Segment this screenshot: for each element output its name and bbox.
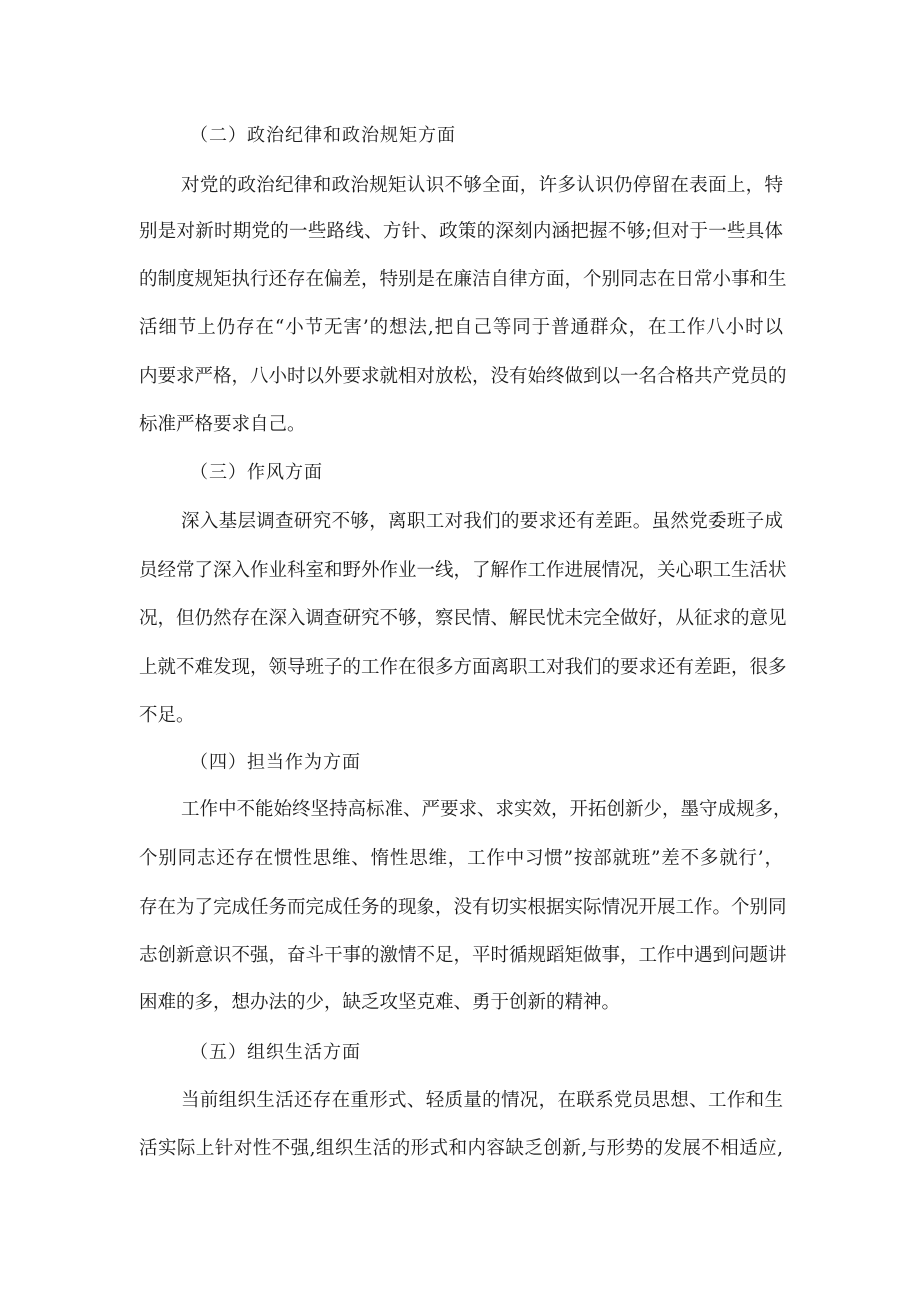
- paragraph-line: 志创新意识不强，奋斗干事的激情不足，平时循规蹈矩做事，工作中遇到问题讲: [139, 945, 787, 966]
- paragraph-line: 个别同志还存在惯性思维、惰性思维，工作中习惯”按部就班”差不多就行’，: [139, 848, 783, 869]
- section-heading: （二）政治纪律和政治规矩方面: [190, 125, 456, 146]
- paragraph-line: 况，但仍然存在深入调查研究不够，察民情、解民忧未完全做好，从征求的意见: [139, 608, 787, 629]
- paragraph-line: 活实际上针对性不强,组织生活的形式和内容缺乏创新,与形势的发展不相适应,: [139, 1138, 783, 1159]
- section-heading: （三）作风方面: [190, 462, 323, 483]
- section-heading: （四）担当作为方面: [190, 752, 361, 773]
- paragraph-line: 活细节上仍存在“小节无害’的想法,把自己等同于普通群众，在工作八小时以: [139, 317, 783, 338]
- paragraph-line: 的制度规矩执行还存在偏差，特别是在廉洁自律方面，个别同志在日常小事和生: [139, 269, 787, 290]
- paragraph-line: 员经常了深入作业科室和野外作业一线，了解作工作进展情况，关心职工生活状: [139, 560, 787, 581]
- paragraph-line: 深入基层调查研究不够，离职工对我们的要求还有差距。虽然党委班子成: [181, 511, 783, 532]
- paragraph-line: 上就不难发现，领导班子的工作在很多方面离职工对我们的要求还有差距，很多: [139, 657, 787, 678]
- paragraph-line: 标准严格要求自己。: [139, 414, 306, 435]
- paragraph-line: 对党的政治纪律和政治规矩认识不够全面，许多认识仍停留在表面上，特: [181, 175, 783, 196]
- paragraph-line: 存在为了完成任务而完成任务的现象，没有切实根据实际情况开展工作。个别同: [139, 897, 787, 918]
- paragraph-line: 困难的多，想办法的少，缺乏攻坚克难、勇于创新的精神。: [139, 992, 621, 1013]
- paragraph-line: 别是对新时期党的一些路线、方针、政策的深刻内涵把握不够;但对于一些具体: [139, 221, 783, 242]
- paragraph-line: 不足。: [139, 705, 195, 726]
- section-heading: （五）组织生活方面: [190, 1042, 361, 1063]
- paragraph-line: 当前组织生活还存在重形式、轻质量的情况，在联系党员思想、工作和生: [181, 1090, 783, 1111]
- paragraph-line: 工作中不能始终坚持高标准、严要求、求实效，开拓创新少，墨守成规多，: [181, 799, 792, 820]
- paragraph-line: 内要求严格，八小时以外要求就相对放松，没有始终做到以一名合格共产党员的: [139, 366, 787, 387]
